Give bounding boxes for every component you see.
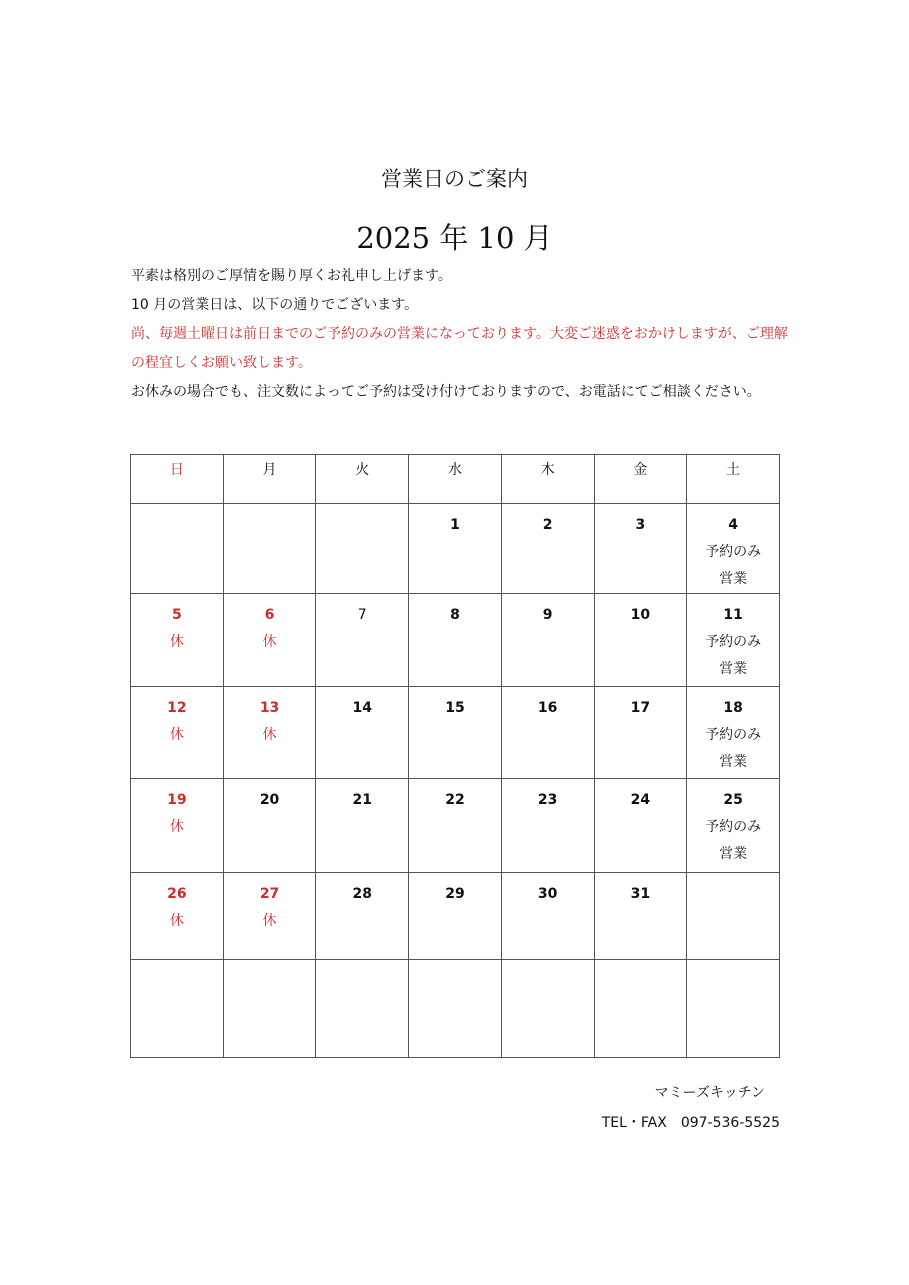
day-status: 予約のみ 営業 (705, 634, 762, 677)
weekday-friday: 金 (594, 455, 687, 504)
day-cell (501, 594, 594, 687)
day-cell (223, 960, 316, 1058)
day-cell (409, 687, 502, 779)
day-cell (594, 960, 687, 1058)
day-number: 3 (635, 517, 646, 533)
weekday-tuesday: 火 (316, 455, 409, 504)
day-status: 休 (169, 727, 184, 743)
weekday-thursday: 木 (501, 455, 594, 504)
day-cell (409, 594, 502, 687)
footer (602, 1078, 780, 1138)
day-cell (316, 594, 409, 687)
day-cell (131, 504, 224, 594)
day-cell (316, 873, 409, 960)
day-status: 休 (169, 634, 184, 650)
day-number: 4 (728, 517, 738, 533)
day-cell (501, 504, 594, 594)
shop-name: マミーズキッチン (654, 1085, 765, 1101)
day-number: 30 (537, 886, 558, 902)
day-cell (409, 779, 502, 873)
day-cell (223, 779, 316, 873)
day-number: 8 (450, 607, 460, 623)
day-number: 19 (167, 792, 187, 808)
day-cell (131, 960, 224, 1058)
week-row (131, 687, 780, 779)
day-cell (687, 873, 780, 960)
day-cell (594, 687, 687, 779)
day-number: 17 (630, 700, 651, 716)
week-row (131, 594, 780, 687)
day-cell (687, 960, 780, 1058)
day-number: 13 (259, 700, 280, 716)
day-cell (409, 504, 502, 594)
day-number: 10 (630, 607, 651, 623)
day-status: 休 (262, 727, 277, 743)
day-status: 予約のみ 営業 (705, 727, 762, 770)
day-number: 14 (352, 700, 372, 716)
day-status: 休 (169, 913, 184, 929)
day-number: 24 (630, 792, 651, 808)
day-number: 22 (445, 792, 465, 808)
day-cell (501, 960, 594, 1058)
day-cell (131, 687, 224, 779)
day-number: 7 (357, 607, 367, 623)
day-number: 29 (445, 886, 465, 902)
day-cell (687, 594, 780, 687)
day-number: 16 (537, 700, 558, 716)
week-row (131, 779, 780, 873)
intro-line-schedule: 10 月の営業日は、以下の通りでございます。 (131, 297, 419, 313)
day-cell (501, 687, 594, 779)
day-number: 20 (259, 792, 280, 808)
calendar-body (131, 504, 780, 1058)
contact-info: TEL・FAX 097-536-5525 (601, 1115, 780, 1131)
day-cell (223, 504, 316, 594)
day-number: 18 (723, 700, 743, 716)
day-number: 28 (352, 886, 372, 902)
day-cell (316, 960, 409, 1058)
week-row (131, 504, 780, 594)
day-number: 21 (352, 792, 372, 808)
weekday-monday: 月 (223, 455, 316, 504)
day-cell (409, 960, 502, 1058)
day-number: 6 (264, 607, 275, 623)
day-cell (223, 687, 316, 779)
day-cell (501, 873, 594, 960)
day-number: 11 (723, 607, 743, 623)
day-cell (594, 504, 687, 594)
day-status: 予約のみ 営業 (705, 819, 762, 862)
intro-line-greeting: 平素は格別のご厚情を賜り厚くお礼申し上げます。 (131, 268, 452, 284)
day-cell (316, 504, 409, 594)
day-number: 12 (167, 700, 187, 716)
intro-line-saturday-notice: 尚、毎週土曜日は前日までのご予約のみの営業になっております。大変ご迷惑をおかけしますが、ご理解の程宜しくお願い致します。 (131, 326, 788, 371)
week-row (131, 873, 780, 960)
day-number: 5 (171, 607, 182, 623)
day-number: 15 (445, 700, 465, 716)
day-number: 26 (167, 886, 187, 902)
weekday-wednesday: 水 (409, 455, 502, 504)
calendar-table (130, 454, 780, 1058)
day-cell (223, 873, 316, 960)
weekday-sunday: 日 (131, 455, 224, 504)
month-title: 2025 年 10 月 (356, 221, 553, 255)
day-cell (687, 504, 780, 594)
day-number: 25 (723, 792, 743, 808)
week-row (131, 960, 780, 1058)
day-cell (131, 873, 224, 960)
day-cell (409, 873, 502, 960)
intro-line-reservation-note: お休みの場合でも、注文数によってご予約は受け付けておりますので、お電話にてご相談ください。 (131, 384, 761, 400)
day-number: 27 (259, 886, 280, 902)
day-number: 1 (450, 517, 460, 533)
day-cell (131, 779, 224, 873)
day-cell (316, 687, 409, 779)
day-cell (594, 873, 687, 960)
day-cell (687, 687, 780, 779)
day-number: 31 (630, 886, 651, 902)
weekday-saturday: 土 (687, 455, 780, 504)
day-status: 休 (169, 819, 184, 835)
day-status: 休 (262, 634, 277, 650)
weekday-header-row (131, 455, 780, 504)
day-cell (687, 779, 780, 873)
day-status: 休 (262, 913, 277, 929)
day-cell (594, 779, 687, 873)
day-number: 2 (542, 517, 553, 533)
day-status: 予約のみ 営業 (705, 544, 762, 587)
day-number: 23 (537, 792, 558, 808)
day-cell (223, 594, 316, 687)
day-cell (501, 779, 594, 873)
day-cell (316, 779, 409, 873)
day-number: 9 (542, 607, 553, 623)
day-cell (131, 594, 224, 687)
page-title: 営業日のご案内 (381, 167, 528, 191)
day-cell (594, 594, 687, 687)
intro-text (131, 262, 791, 407)
